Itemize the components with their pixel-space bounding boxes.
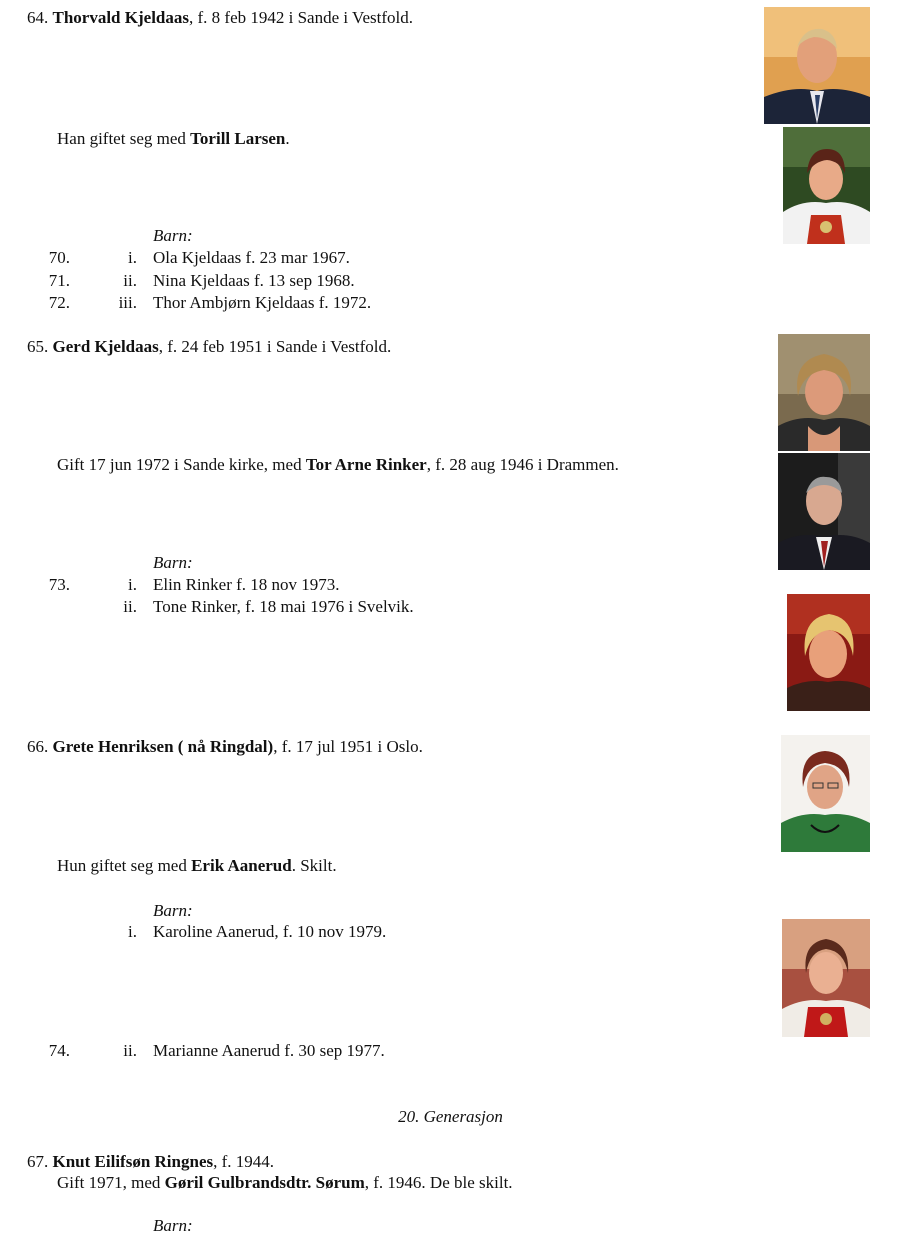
person-name: Thorvald Kjeldaas [52, 8, 189, 27]
entry-number: 66. [27, 737, 49, 756]
portrait-photo-tor-arne [778, 453, 870, 570]
spouse-name: Erik Aanerud [191, 856, 292, 875]
person-name: Grete Henriksen ( nå Ringdal) [52, 737, 274, 756]
birth-info: , f. 1944. [213, 1152, 275, 1171]
child-roman-numeral: ii. [123, 271, 137, 290]
child-number: 74. [48, 1041, 70, 1060]
entry-heading-67 [27, 1152, 274, 1172]
child-number: 71. [48, 271, 70, 290]
portrait-photo-gerd [778, 334, 870, 451]
entry-number: 65. [27, 337, 49, 356]
child-text: Thor Ambjørn Kjeldaas f. 1972. [153, 293, 372, 312]
child-roman-numeral: ii. [123, 597, 137, 616]
marriage-line-66: Hun giftet seg med Erik Aanerud. Skilt. [57, 856, 337, 875]
child-roman-numeral: i. [128, 575, 137, 594]
entry-heading-64 [27, 8, 413, 28]
spouse-name: Tor Arne Rinker [305, 455, 427, 474]
children-label-67: Barn: [153, 1216, 193, 1235]
spouse-name: Gøril Gulbrandsdtr. Sørum [164, 1173, 365, 1192]
child-text: Marianne Aanerud f. 30 sep 1977. [153, 1041, 385, 1060]
portrait-photo-thorvald [764, 7, 870, 124]
portrait-photo-grete [781, 735, 870, 852]
child-roman-numeral: iii. [118, 293, 137, 312]
child-roman-numeral: ii. [123, 1041, 137, 1060]
marriage-line-64: Han giftet seg med Torill Larsen. [57, 129, 290, 148]
child-text: Elin Rinker f. 18 nov 1973. [153, 575, 340, 594]
children-label-64: Barn: [153, 226, 193, 245]
entry-number: 64. [27, 8, 49, 27]
generation-heading: 20. Generasjon [398, 1107, 503, 1126]
children-label-66: Barn: [153, 901, 193, 920]
birth-info: , f. 8 feb 1942 i Sande i Vestfold. [189, 8, 413, 27]
child-text: Ola Kjeldaas f. 23 mar 1967. [153, 248, 350, 267]
marriage-line-65: Gift 17 jun 1972 i Sande kirke, med Tor Arne Rinker, f. 28 aug 1946 i Drammen. [57, 455, 619, 474]
child-number: 73. [48, 575, 70, 594]
child-roman-numeral: i. [128, 248, 137, 267]
person-name: Gerd Kjeldaas [52, 337, 159, 356]
portrait-photo-karoline [782, 919, 870, 1037]
entry-heading-65 [27, 337, 391, 357]
children-label-65: Barn: [153, 553, 193, 572]
entry-number: 67. [27, 1152, 49, 1171]
child-number: 72. [48, 293, 70, 312]
child-text: Nina Kjeldaas f. 13 sep 1968. [153, 271, 355, 290]
marriage-line-67: Gift 1971, med Gøril Gulbrandsdtr. Sørum, f. 1946. De ble skilt. [57, 1173, 513, 1192]
child-roman-numeral: i. [128, 922, 137, 941]
portrait-photo-torill [783, 127, 870, 244]
entry-heading-66 [27, 737, 423, 757]
portrait-photo-tone [787, 594, 870, 711]
child-text: Karoline Aanerud, f. 10 nov 1979. [153, 922, 387, 941]
spouse-name: Torill Larsen [190, 129, 286, 148]
person-name: Knut Eilifsøn Ringnes [52, 1152, 214, 1171]
child-number: 70. [48, 248, 70, 267]
birth-info: , f. 24 feb 1951 i Sande i Vestfold. [158, 337, 392, 356]
birth-info: , f. 17 jul 1951 i Oslo. [273, 737, 423, 756]
child-text: Tone Rinker, f. 18 mai 1976 i Svelvik. [153, 597, 414, 616]
